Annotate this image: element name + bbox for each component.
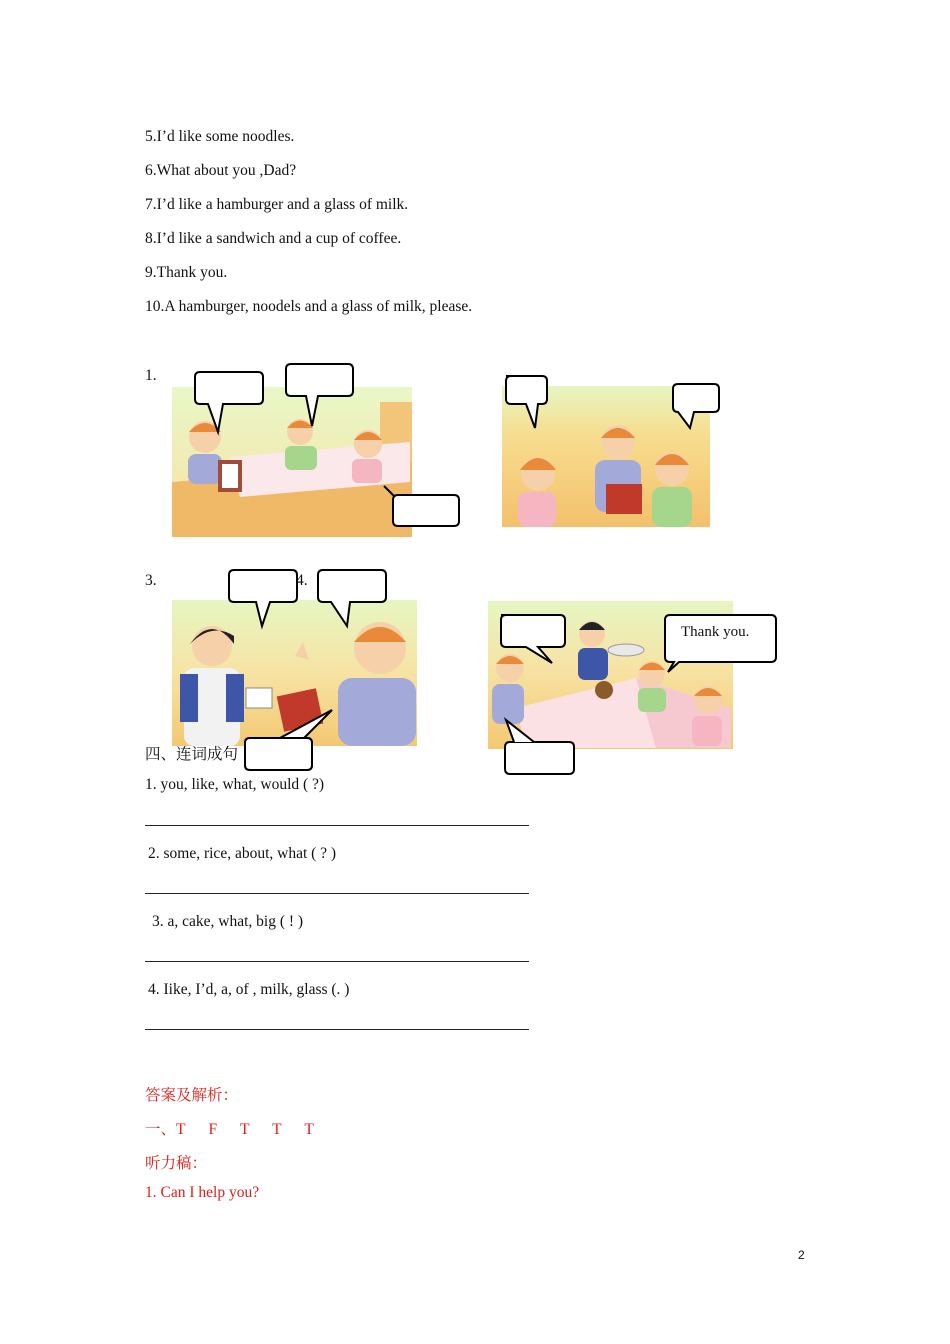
- question-2: 2. some, rice, about, what ( ? ): [148, 845, 337, 862]
- answer-blank-2[interactable]: [145, 893, 529, 894]
- script-line-9: 9.Thank you.: [145, 264, 228, 281]
- answer-blank-4[interactable]: [145, 1029, 529, 1030]
- answer-blank-1[interactable]: [145, 825, 529, 826]
- script-line-6: 6.What about you ,Dad?: [145, 162, 297, 179]
- script-line-7: 7.I’d like a hamburger and a glass of milk.: [145, 196, 409, 213]
- question-4: 4. Iike, I’d, a, of , milk, glass (. ): [148, 981, 350, 998]
- picture-number-4: 4.: [296, 572, 308, 589]
- answer-blank-3[interactable]: [145, 961, 529, 962]
- page-number: 2: [798, 1248, 805, 1262]
- picture-number-1: 1.: [145, 367, 157, 384]
- question-1: 1. you, like, what, would ( ?): [145, 776, 325, 793]
- picture-3-bubble-overlay: [244, 736, 314, 772]
- script-line-8: 8.I’d like a sandwich and a cup of coffee.: [145, 230, 402, 247]
- section-4-title: 四、连词成句: [145, 746, 239, 763]
- answers-heading: 答案及解析：: [145, 1087, 239, 1104]
- picture-1-restaurant-family: [170, 362, 465, 540]
- picture-number-3: 3.: [145, 572, 157, 589]
- answers-part-1: 一、T F T T T: [145, 1121, 314, 1138]
- picture-2-family-menu: [500, 374, 722, 530]
- script-line-5: 5.I’d like some noodles.: [145, 128, 295, 145]
- question-3: 3. a, cake, what, big ( ! ): [152, 913, 304, 930]
- script-line-10: 10.A hamburger, noodels and a glass of milk, please.: [145, 298, 473, 315]
- listening-script-heading: 听力稿：: [145, 1155, 208, 1172]
- listening-script-line-1: 1. Can I help you?: [145, 1184, 260, 1201]
- speech-bubble-text: Thank you.: [681, 624, 750, 640]
